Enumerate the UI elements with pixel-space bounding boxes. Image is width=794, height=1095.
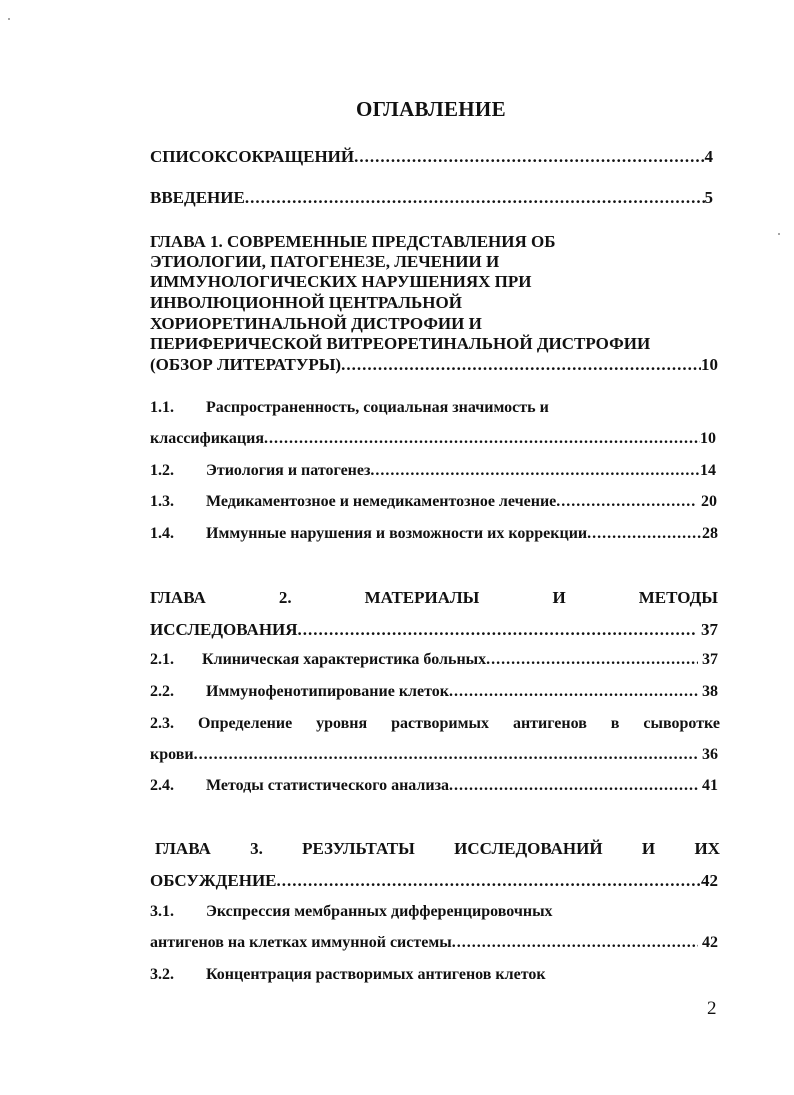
toc-page: 42 [701,871,718,890]
toc-page: 20 [697,493,717,510]
section-word: сыворотке [643,715,720,732]
section-word: уровня [316,715,368,732]
page-title: ОГЛАВЛЕНИЕ [356,97,506,121]
toc-label: антигенов на клетках иммунной системы [150,934,452,951]
toc-page: 4 [704,147,713,166]
section-label-wrap [150,493,556,511]
section-number: 2.2. [150,683,174,700]
toc-page: 28 [702,525,718,542]
toc-label: ИССЛЕДОВАНИЯ [150,620,298,639]
section-number: 2.3. [150,715,174,732]
toc-page: 37 [698,651,718,668]
dot-leader [587,525,702,543]
section-line [150,903,553,921]
chapter-word: 2. [278,588,292,607]
toc-label: СПИСОКСОКРАЩЕНИЙ [150,147,355,166]
section-word: антигенов [512,715,587,732]
section-number: 1.2. [150,462,174,479]
chapter-word: МАТЕРИАЛЫ [364,588,480,607]
dot-leader [341,355,701,375]
chapter-word: 3. [250,839,263,858]
section-word: растворимых [391,715,489,732]
chapter-word: МЕТОДЫ [638,588,718,607]
toc-entry-section-1-4[interactable] [150,525,718,543]
toc-label: Иммунофенотипирование клеток [206,683,449,700]
toc-label: Экспрессия мембранных дифференцировочных [206,903,553,920]
chapter-word: И [552,588,566,607]
dot-leader [556,493,697,511]
toc-page: 37 [696,620,718,639]
scan-speck [8,18,10,20]
toc-label: Концентрация растворимых антигенов клеток [206,966,546,983]
toc-page: 10 [701,355,718,374]
chapter-title-line: ИНВОЛЮЦИОННОЙ ЦЕНТРАЛЬНОЙ [150,293,462,312]
toc-entry-section-2-2[interactable] [150,683,718,701]
dot-leader [298,620,697,640]
chapter-word: ИССЛЕДОВАНИЙ [454,839,603,858]
section-line [150,934,718,952]
chapter-title-last-line [150,620,718,640]
toc-page: 38 [698,683,718,700]
chapter-title-last-line [150,871,718,891]
toc-label: крови [150,746,194,763]
toc-entry-section-2-4[interactable] [150,777,718,795]
section-line [150,430,716,448]
section-line [150,746,718,764]
section-number: 2.4. [150,777,174,794]
toc-page: 14 [700,462,716,479]
dot-leader [245,188,705,208]
section-number: 2.1. [150,651,174,668]
dot-leader [354,147,704,167]
toc-entry-abbreviations[interactable] [150,147,713,167]
toc-label: Методы статистического анализа [206,777,450,794]
section-number: 3.1. [150,903,174,920]
chapter-title-line: ЭТИОЛОГИИ, ПАТОГЕНЕЗЕ, ЛЕЧЕНИИ И [150,252,500,271]
chapter-word: ГЛАВА [155,839,211,858]
toc-label: ОБСУЖДЕНИЕ [150,871,277,890]
toc-page: 36 [698,746,718,763]
section-label-wrap [150,462,370,480]
toc-label: Иммунные нарушения и возможности их коррекции [206,525,588,542]
section-label-wrap [150,777,449,795]
chapter-title-line: ГЛАВА 1. СОВРЕМЕННЫЕ ПРЕДСТАВЛЕНИЯ ОБ [150,232,556,251]
dot-leader [486,651,698,669]
section-number: 1.1. [150,399,174,416]
toc-entry-introduction[interactable] [150,188,713,208]
section-number: 1.4. [150,525,174,542]
toc-entry-section-1-3[interactable] [150,493,717,511]
section-label-wrap [150,651,486,669]
dot-leader [194,746,698,764]
dot-leader [264,430,700,448]
toc-label: Медикаментозное и немедикаментозное лечение [206,493,557,510]
chapter-word: РЕЗУЛЬТАТЫ [302,839,415,858]
scan-speck [778,233,780,235]
toc-label: ВВЕДЕНИЕ [150,188,245,207]
chapter-title-line: ИММУНОЛОГИЧЕСКИХ НАРУШЕНИЯХ ПРИ [150,272,532,291]
toc-entry-section-1-2[interactable] [150,462,716,480]
chapter-word: И [641,839,656,858]
section-line [150,399,549,417]
toc-label: Клиническая характеристика больных [202,651,487,668]
section-word: Определение [197,715,293,732]
toc-label: (ОБЗОР ЛИТЕРАТУРЫ) [150,355,342,374]
chapter-word: ИХ [694,839,720,858]
section-number: 1.3. [150,493,174,510]
toc-label: Этиология и патогенез [206,462,371,479]
section-label-wrap [150,525,587,543]
toc-label: Распространенность, социальная значимость и [206,399,549,416]
dot-leader [449,777,698,795]
chapter-title-last-line [150,355,718,375]
toc-page: 10 [700,430,716,447]
section-number: 3.2. [150,966,174,983]
chapter-title-line: ХОРИОРЕТИНАЛЬНОЙ ДИСТРОФИИ И [150,314,482,333]
section-word: в [610,715,620,732]
chapter-title-line [155,839,720,859]
toc-entry-section-2-1[interactable] [150,651,718,669]
dot-leader [449,683,698,701]
section-label-wrap [150,683,449,701]
dot-leader [452,934,698,952]
chapter-word: ГЛАВА [150,588,206,607]
toc-page: 42 [698,934,718,951]
toc-page: 5 [704,188,713,207]
dot-leader [370,462,700,480]
toc-page: 41 [698,777,718,794]
toc-label: классификация [150,430,264,447]
page-number: 2 [707,998,717,1019]
toc-entry-section-3-2[interactable] [150,966,546,984]
chapter-title-line: ПЕРИФЕРИЧЕСКОЙ ВИТРЕОРЕТИНАЛЬНОЙ ДИСТРОФИИ [150,334,651,353]
section-line [150,715,720,733]
chapter-title-line [150,588,718,608]
dot-leader [277,871,701,891]
